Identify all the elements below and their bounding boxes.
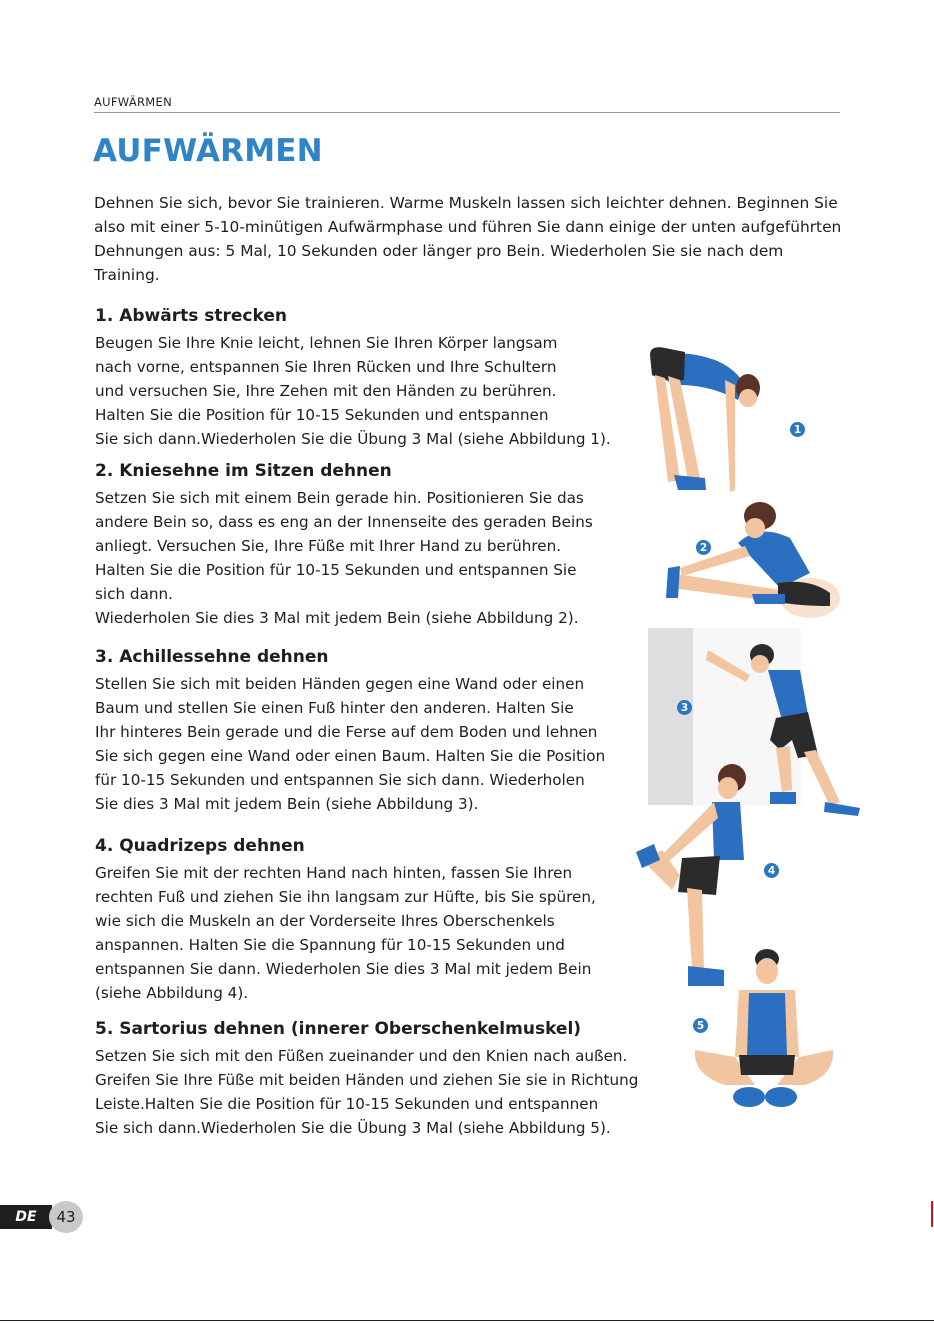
section-body: Stellen Sie sich mit beiden Händen gegen eine Wand oder einen Baum und stellen Sie einen Fuß hinter den anderen. Halten Sie Ihr hinteres Bein gerade und die Ferse auf dem Boden und lehnen Sie sich gegen eine Wand oder einen Baum. Halten Sie die Position für 10-15 Sekunden und entspannen Sie sich dann. Wiederholen Sie dies 3 Mal mit jedem Bein (siehe Abbildung 3).	[95, 675, 606, 813]
figure-badge-5: 5	[693, 1018, 708, 1033]
figure-badge-1: 1	[790, 422, 805, 437]
section-body: Setzen Sie sich mit einem Bein gerade hin. Positionieren Sie das andere Bein so, dass es eng an der Innenseite des geraden Beins anliegt. Versuchen Sie, Ihre Füße mit Ihrer Hand zu berühren. Halten Sie die Position für 10-15 Sekunden und entspannen Sie sich dann. Wiederholen Sie dies 3 Mal mit jedem Bein (siehe Abbildung 2).	[95, 489, 593, 627]
section-sartorius	[95, 1017, 695, 1140]
intro-paragraph: Dehnen Sie sich, bevor Sie trainieren. Warme Muskeln lassen sich leichter dehnen. Beginnen Sie also mit einer 5-10-minütigen Aufwärmphase und führen Sie dann einige der unten aufgeführten Dehnungen aus: 5 Mal, 10 Sekunden oder länger pro Bein. Wiederholen Sie sie nach dem Training.	[94, 194, 842, 284]
figure-seated-hamstring	[660, 498, 840, 623]
section-heading: 4. Quadrizeps dehnen	[95, 836, 305, 856]
page-bottom-border	[0, 1320, 934, 1321]
page-number: 43	[49, 1201, 83, 1233]
figure-forward-bend	[640, 340, 770, 505]
section-quadriceps	[95, 834, 655, 1005]
section-seated-hamstring	[95, 459, 655, 630]
section-heading: 5. Sartorius dehnen (innerer Oberschenkelmuskel)	[95, 1019, 582, 1039]
section-achilles	[95, 645, 655, 816]
edge-mark	[931, 1201, 933, 1227]
section-heading: 1. Abwärts strecken	[95, 306, 287, 326]
section-downward-stretch	[95, 304, 655, 451]
section-body: Beugen Sie Ihre Knie leicht, lehnen Sie Ihren Körper langsam nach vorne, entspannen Sie Ihren Rücken und Ihre Schultern und versuchen Sie, Ihre Zehen mit den Händen zu berühren. Halten Sie die Position für 10-15 Sekunden und entspannen Sie sich dann.Wiederholen Sie die Übung 3 Mal (siehe Abbildung 1).	[95, 334, 611, 448]
language-tag: DE	[0, 1205, 52, 1229]
figure-badge-3: 3	[677, 700, 692, 715]
page-title: AUFWÄRMEN	[93, 133, 323, 169]
running-header: AUFWÄRMEN	[94, 95, 172, 109]
section-body: Setzen Sie sich mit den Füßen zueinander und den Knien nach außen. Greifen Sie Ihre Füße mit beiden Händen und ziehen Sie sie in Richtung Leiste.Halten Sie die Position für 10-15 Sekunden und entspannen Sie sich dann.Wiederholen Sie die Übung 3 Mal (siehe Abbildung 5).	[95, 1047, 639, 1137]
figure-badge-2: 2	[696, 540, 711, 555]
header-divider	[94, 112, 840, 113]
section-heading: 3. Achillessehne dehnen	[95, 647, 329, 667]
figure-badge-4: 4	[764, 863, 779, 878]
section-body: Greifen Sie mit der rechten Hand nach hinten, fassen Sie Ihren rechten Fuß und ziehen Sie ihn langsam zur Hüfte, bis Sie spüren, wie sich die Muskeln an der Vorderseite Ihres Oberschenkels anspannen. Halten Sie die Spannung für 10-15 Sekunden und entspannen Sie dann. Wiederholen Sie dies 3 Mal mit jedem Bein (siehe Abbildung 4).	[95, 864, 596, 1002]
figure-sartorius-stretch	[695, 945, 835, 1110]
section-heading: 2. Kniesehne im Sitzen dehnen	[95, 461, 392, 481]
